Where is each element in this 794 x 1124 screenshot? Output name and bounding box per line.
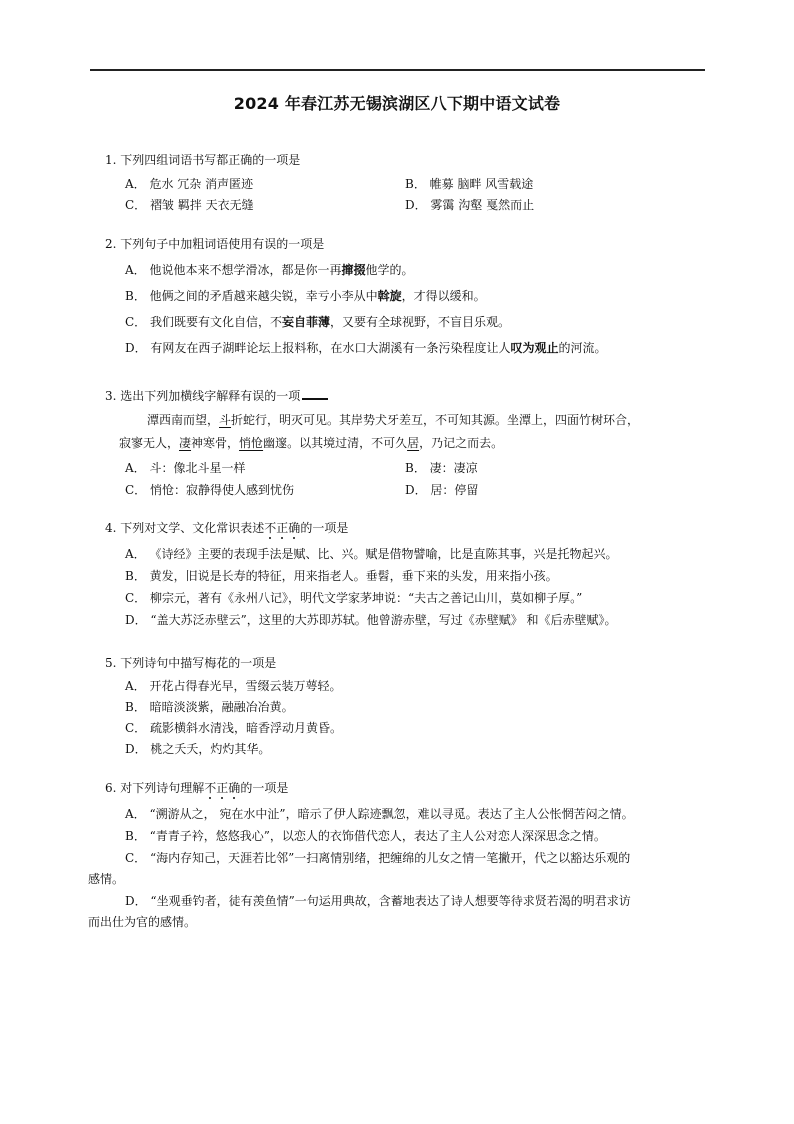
q6-option-b: B． “青青子衿，悠悠我心”，以恋人的衣饰借代恋人，表达了主人公对恋人深深思念之情。 [125, 829, 606, 843]
q6-option-d-line-2: 而出仕为官的感情。 [88, 915, 197, 929]
q2-c-bold-word: 妄自菲薄 [282, 315, 331, 329]
header-rule [90, 69, 705, 71]
q2-option-c: C． 我们既要有文化自信，不妄自菲薄，又要有全球视野，不盲目乐观。 [125, 315, 511, 329]
q2-stem: 2. 下列句子中加粗词语使用有误的一项是 [105, 237, 325, 251]
q1-option-d: D． 雾霭 沟壑 戛然而止 [405, 198, 535, 212]
page-title: 2024 年春江苏无锡滨湖区八下期中语文试卷 [233, 94, 561, 113]
q3-option-b: B． 凄：凄凉 [405, 461, 478, 475]
emphasis-dot-char: 正 [216, 781, 229, 795]
q1-stem: 1. 下列四组词语书写都正确的一项是 [105, 153, 301, 167]
q5-stem: 5. 下列诗句中描写梅花的一项是 [105, 656, 277, 670]
q2-option-b: B． 他俩之间的矛盾越来越尖锐，幸亏小李从中斡旋，才得以缓和。 [125, 289, 486, 303]
q4-option-c: C． 柳宗元，著有《永州八记》，明代文学家茅坤说：“夫古之善记山川，莫如柳子厚。” [125, 591, 583, 605]
q2-b-bold-word: 斡旋 [377, 289, 402, 303]
q2-a-bold-word: 撺掇 [341, 263, 366, 277]
q1-option-a: A． 危水 冗杂 消声匿迹 [125, 177, 254, 191]
q4-option-b: B． 黄发，旧说是长寿的特征，用来指老人。垂髫，垂下来的头发，用来指小孩。 [125, 569, 558, 583]
q2-d-bold-word: 叹为观止 [510, 341, 559, 355]
q5-option-b: B． 暗暗淡淡紫，融融冶冶黄。 [125, 700, 294, 714]
emphasis-dot-char: 正 [276, 521, 289, 535]
emphasis-dot-char: 确 [288, 521, 301, 535]
q3-option-d: D． 居：停留 [405, 483, 479, 497]
q3-stem: 3. 选出下列加横线字解释有误的一项 [105, 388, 328, 404]
q5-option-c: C． 疏影横斜水清浅，暗香浮动月黄昏。 [125, 721, 342, 735]
emphasis-dot-char: 不 [264, 521, 277, 535]
q3-option-a: A． 斗：像北斗星一样 [125, 461, 246, 475]
emphasis-dot-char: 不 [204, 781, 217, 795]
q1-option-b: B． 帷募 脑畔 风雪载途 [405, 177, 534, 191]
q6-emphasis-not-correct [204, 781, 240, 795]
q6-stem: 6. 对下列诗句理解不正确的一项是 [105, 781, 289, 795]
q3-passage-line-2: 寂寥无人，凄神寒骨，悄怆幽邃。以其境过清，不可久居，乃记之而去。 [119, 436, 504, 450]
q3-passage-line-1: 潭西南而望，斗折蛇行，明灭可见。其岸势犬牙差互，不可知其源。坐潭上，四面竹树环合， [147, 413, 640, 427]
q3-option-c: C． 悄怆：寂静得使人感到忧伤 [125, 483, 294, 497]
q1-option-c: C． 褶皱 羁拌 天衣无缝 [125, 198, 254, 212]
q3-underlined-ju: 居 [407, 436, 420, 450]
q6-option-c-line-2: 感情。 [88, 872, 125, 886]
q2-option-a: A． 他说他本来不想学滑冰，都是你一再撺掇他学的。 [125, 263, 414, 277]
q6-option-a: A． “溯游从之， 宛在水中沚”，暗示了伊人踪迹飘忽，难以寻觅。表达了主人公怅惘苦闷之情。 [125, 807, 634, 821]
q3-underlined-qiaochuang: 悄怆 [239, 436, 264, 450]
q5-option-a: A． 开花占得春光早，雪缀云装万萼轻。 [125, 679, 342, 693]
q4-stem: 4. 下列对文学、文化常识表述不正确的一项是 [105, 521, 349, 535]
q4-option-a: A． 《诗经》主要的表现手法是赋、比、兴。赋是借物譬喻，比是直陈其事，兴是托物起兴。 [125, 547, 618, 561]
q6-option-d-line-1: D． “坐观垂钓者，徒有羡鱼情”一句运用典故，含蓄地表达了诗人想要等待求贤若渴的明君求访 [125, 894, 631, 908]
q5-option-d: D． 桃之夭夭，灼灼其华。 [125, 742, 271, 756]
q4-option-d: D． “盖大苏泛赤壁云”，这里的大苏即苏轼。他曾游赤壁，写过《赤壁赋》 和《后赤壁赋》。 [125, 613, 617, 627]
q6-option-c-line-1: C． “海内存知己，天涯若比邻”一扫离情别绪，把缠绵的儿女之情一笔撇开，代之以豁达乐观的 [125, 851, 631, 865]
q3-underlined-qi: 凄 [179, 436, 192, 450]
q4-emphasis-not-correct [264, 521, 300, 535]
emphasis-dot-char: 确 [228, 781, 241, 795]
q3-underlined-dou: 斗 [219, 413, 232, 427]
answer-blank [302, 388, 328, 400]
q2-option-d: D． 有网友在西子湖畔论坛上报料称，在水口大湖溪有一条污染程度让人叹为观止的河流。 [125, 341, 607, 355]
